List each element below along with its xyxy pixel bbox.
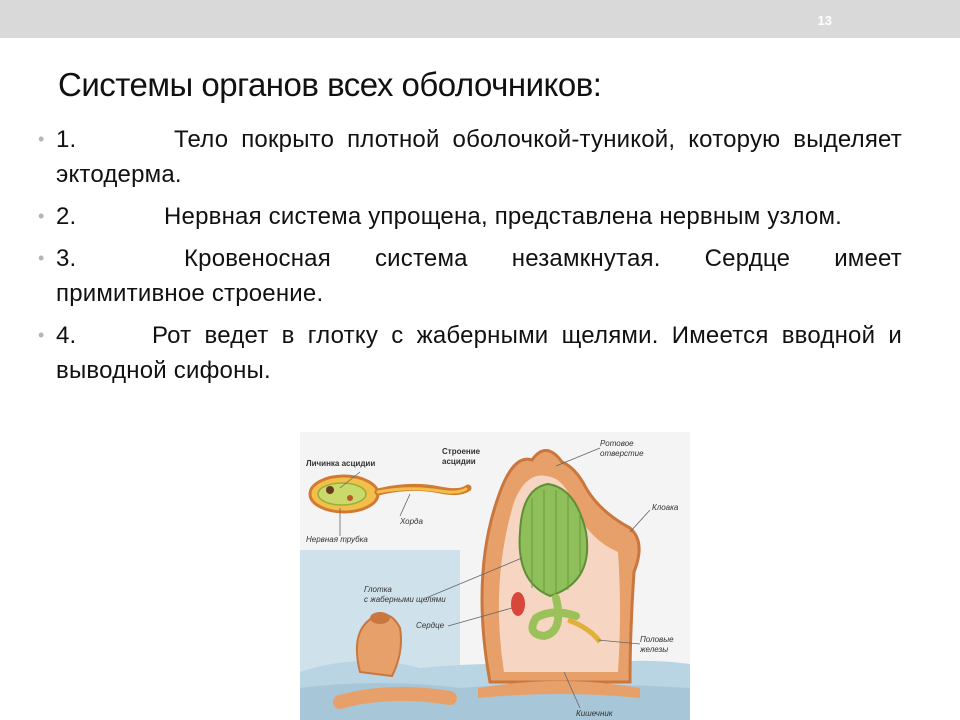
bullet-number: 2. [56, 203, 77, 230]
pharynx-label-1: Глотка [364, 585, 392, 594]
structure-title-1: Строение [442, 447, 481, 456]
bullet-dot-icon: • [38, 325, 45, 345]
bullet-number: 1. [56, 126, 77, 153]
bullet-dot-icon: • [38, 129, 45, 149]
slide-title: Системы органов всех оболочников: [58, 66, 602, 103]
top-bar [0, 0, 960, 38]
gonads-label-1: Половые [640, 635, 674, 644]
gonads-label-2: железы [640, 645, 669, 654]
bullet-item [40, 122, 902, 192]
mouth-label-2: отверстие [600, 449, 644, 458]
intestine-label: Кишечник [576, 709, 613, 718]
ascidian-illustration [300, 432, 690, 720]
neural-tube-label: Нервная трубка [306, 535, 368, 544]
structure-title-2: асцидии [442, 457, 476, 466]
bullet-text: Кровеносная система незамкнутая. Сердце имеет примитивное строение. [56, 245, 902, 307]
bullet-list [40, 122, 902, 395]
cloaca-label: Клоака [652, 503, 679, 512]
bullet-text: Нервная система упрощена, представлена нервным узлом. [164, 203, 843, 230]
bullet-dot-icon: • [38, 248, 45, 268]
bullet-number: 4. [56, 322, 77, 349]
pharynx-label-2: с жаберными щелями [364, 595, 446, 604]
bullet-item [40, 199, 902, 234]
mouth-label-1: Ротовое [600, 439, 634, 448]
slide-number: 13 [817, 13, 832, 28]
bullet-text: Тело покрыто плотной оболочкой-туникой, которую выделяет эктодерма. [56, 126, 902, 188]
ascidian-diagram [300, 432, 690, 720]
heart-label: Сердце [416, 621, 445, 630]
bullet-number: 3. [56, 245, 77, 272]
bullet-item [40, 241, 902, 311]
bullet-dot-icon: • [38, 206, 45, 226]
bullet-text: Рот ведет в глотку с жаберными щелями. Имеется вводной и выводной сифоны. [56, 322, 902, 384]
larva-title: Личинка асцидии [306, 459, 376, 468]
bullet-item [40, 318, 902, 388]
notochord-label: Хорда [400, 517, 423, 526]
